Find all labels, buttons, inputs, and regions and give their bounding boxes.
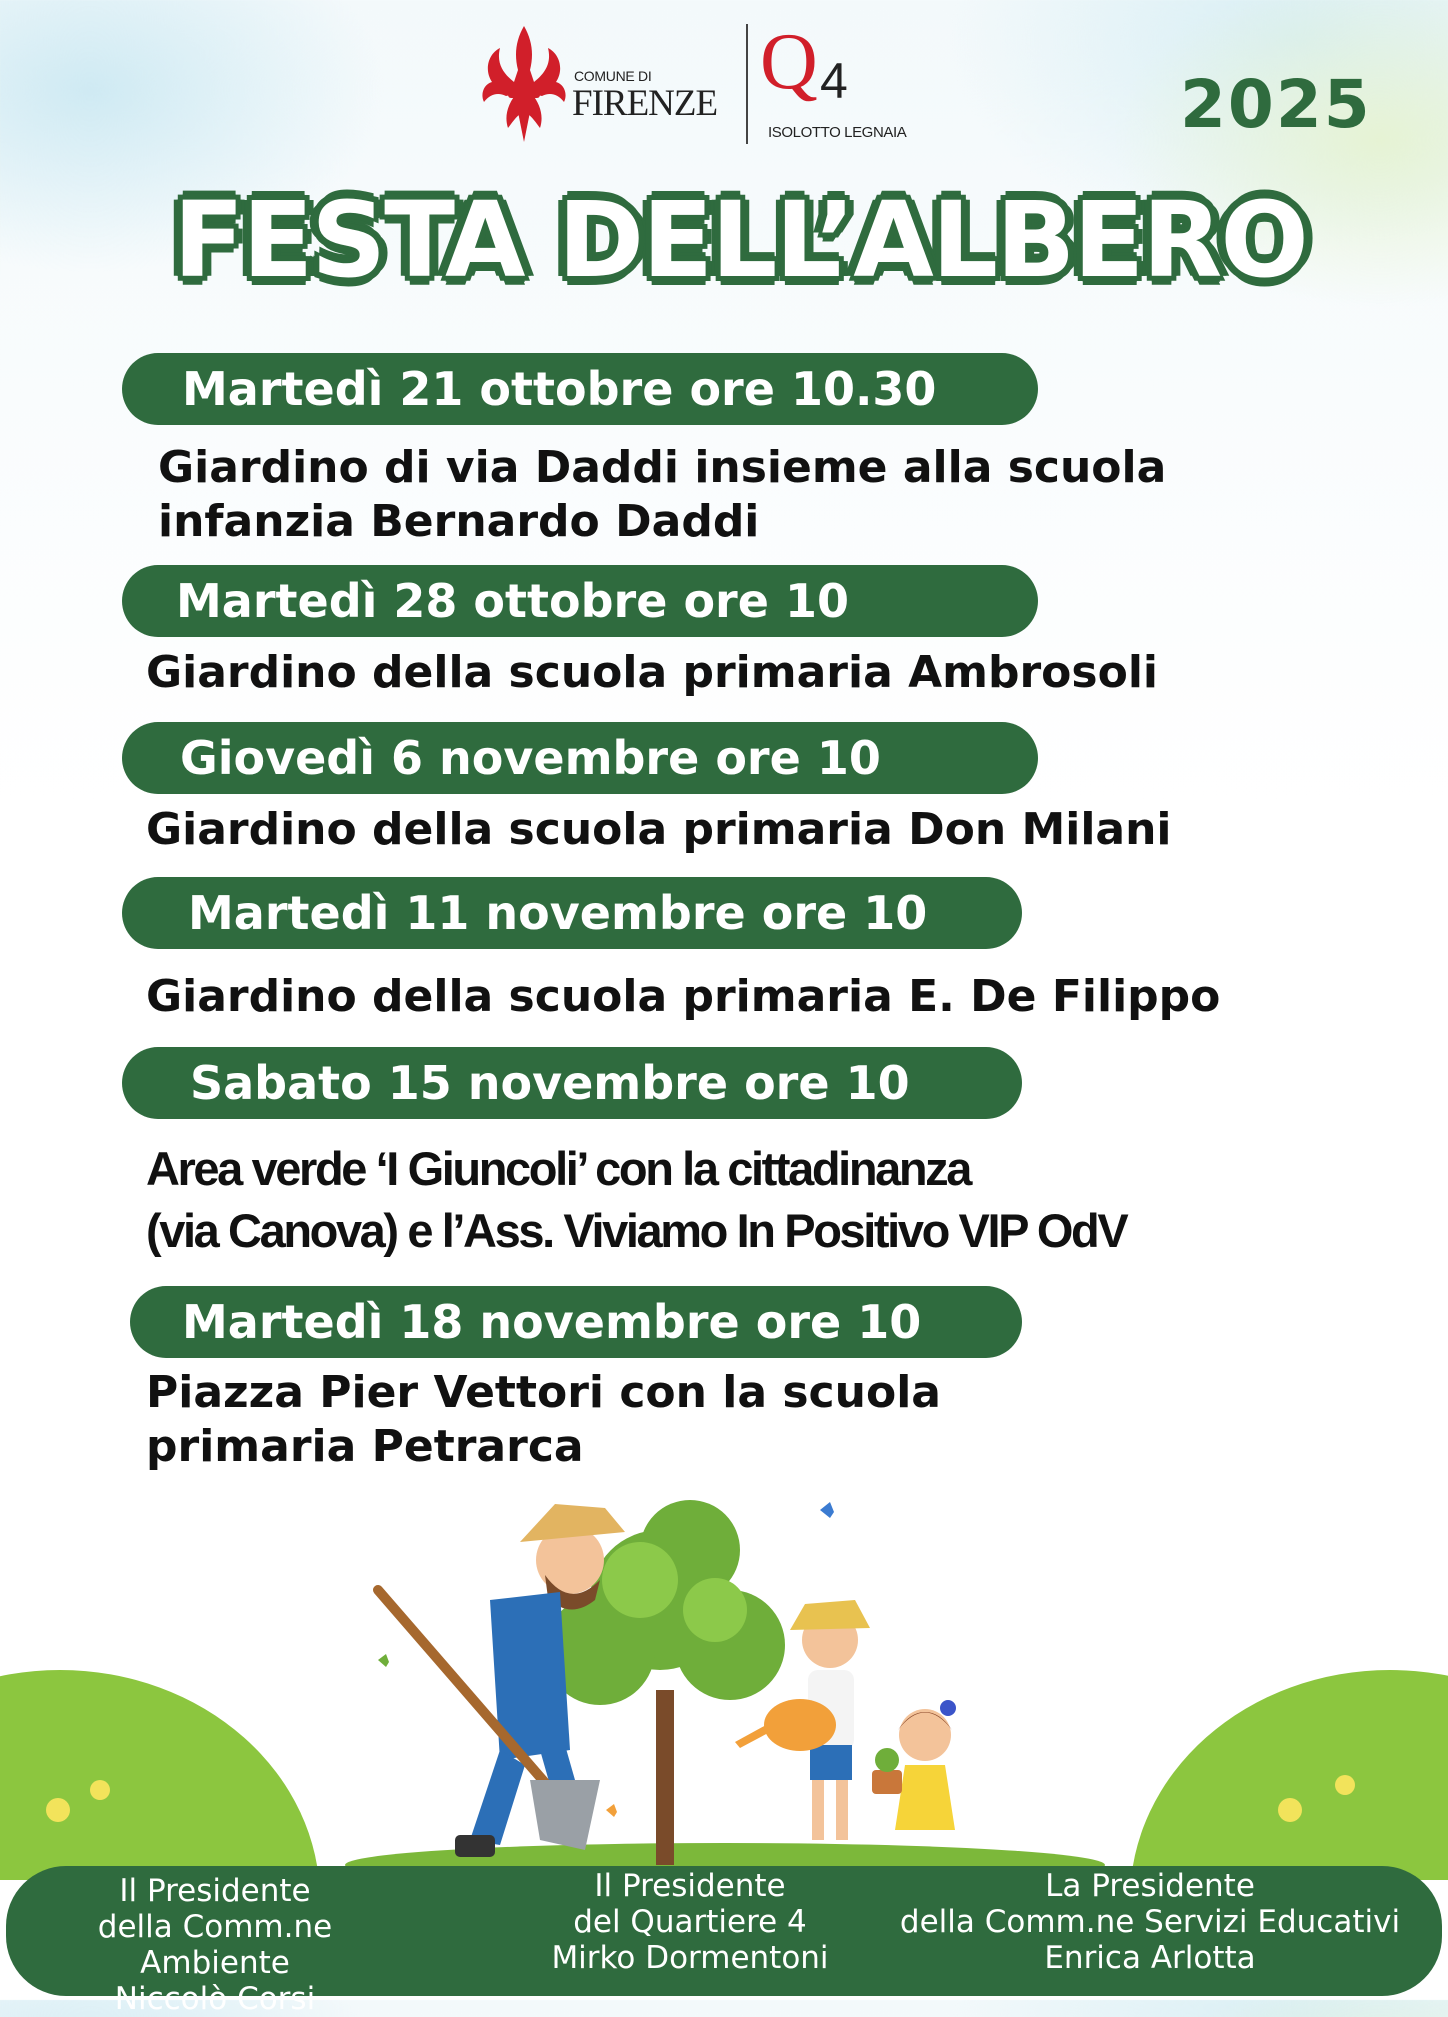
q4-subtitle: ISOLOTTO LEGNAIA [768, 124, 907, 141]
event-date-6: Martedì 18 novembre ore 10 [130, 1286, 1022, 1358]
signature-name: Enrica Arlotta [1044, 1940, 1256, 1976]
signature-quartiere [490, 1868, 890, 1976]
year-label: 2025 [1180, 66, 1372, 143]
event-place-6: Piazza Pier Vettori con la scuola primaria Petrarca [146, 1367, 941, 1472]
event-place-4: Giardino della scuola primaria E. De Filippo [146, 971, 1221, 1022]
signature-office: della Comm.ne Servizi Educativi [899, 1904, 1401, 1940]
event-place-2: Giardino della scuola primaria Ambrosoli [146, 647, 1158, 698]
page-title: FESTA DELL’ALBERO [173, 179, 1307, 301]
comune-firenze-logo [478, 24, 733, 144]
event-date-5: Sabato 15 novembre ore 10 [122, 1047, 1022, 1119]
signature-role: Il Presidente [594, 1868, 786, 1904]
event-place-3: Giardino della scuola primaria Don Milani [146, 804, 1172, 855]
quartiere-4-logo [760, 18, 930, 145]
tree-planting-illustration [0, 1480, 1448, 1880]
logo-divider [746, 24, 748, 144]
signature-ambiente [30, 1873, 400, 2017]
event-date-1: Martedì 21 ottobre ore 10.30 [122, 353, 1038, 425]
q4-letter: Q [760, 18, 818, 106]
q4-number: 4 [820, 53, 848, 109]
signature-role: Il Presidente [119, 1873, 311, 1909]
signature-office: del Quartiere 4 [573, 1904, 807, 1940]
comune-di-label: COMUNE DI [574, 68, 652, 84]
florence-lily-icon [478, 24, 570, 142]
signature-servizi-educativi [880, 1868, 1420, 1976]
event-place-5: Area verde ‘I Giuncoli’ con la cittadinanza (via Canova) e l’Ass. Viviamo In Positivo VIP OdV [146, 1142, 1127, 1257]
signature-role: La Presidente [1045, 1868, 1255, 1904]
event-date-4: Martedì 11 novembre ore 10 [122, 877, 1022, 949]
firenze-label: FIRENZE [572, 83, 718, 124]
signature-office: della Comm.ne Ambiente [97, 1909, 333, 1981]
event-date-3: Giovedì 6 novembre ore 10 [122, 722, 1038, 794]
signature-name: Niccolò Corsi [114, 1981, 316, 2017]
event-place-1: Giardino di via Daddi insieme alla scuola infanzia Bernardo Daddi [158, 442, 1167, 547]
signature-name: Mirko Dormentoni [551, 1940, 829, 1976]
event-date-2: Martedì 28 ottobre ore 10 [122, 565, 1038, 637]
